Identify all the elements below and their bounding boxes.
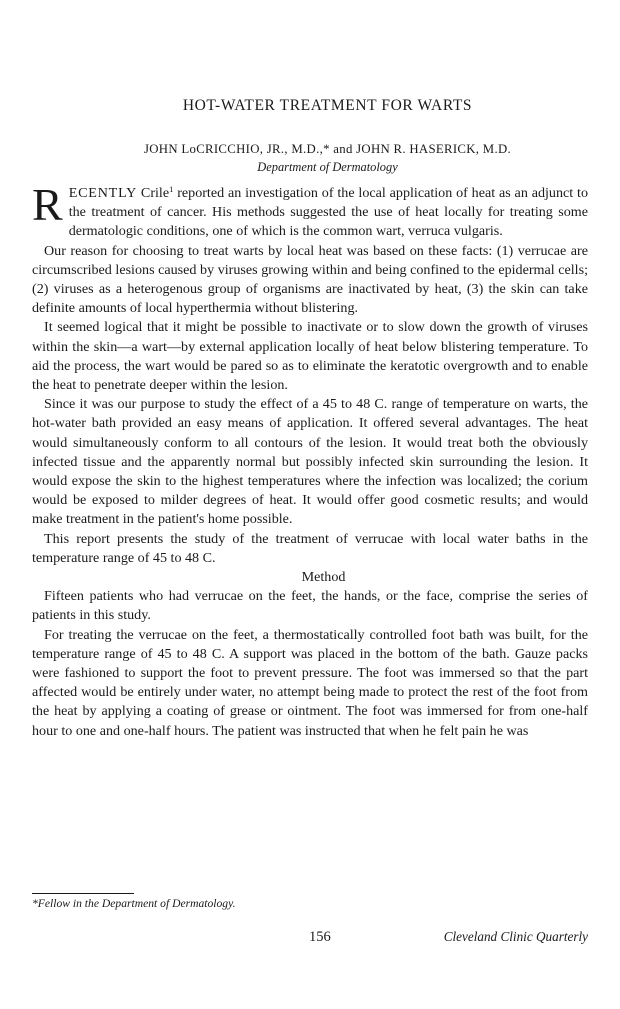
footnote: *Fellow in the Department of Dermatology. xyxy=(32,897,236,910)
reference-marker: 1 xyxy=(169,184,174,194)
paragraph-intro xyxy=(32,179,588,242)
article-title: HOT-WATER TREATMENT FOR WARTS xyxy=(182,97,473,114)
article-authors: JOHN LoCRICCHIO, JR., M.D.,* and JOHN R. HASERICK, M.D. xyxy=(143,142,511,156)
journal-name: Cleveland Clinic Quarterly xyxy=(443,929,588,944)
paragraph-patients: Fifteen patients who had verrucae on the feet, the hands, or the face, comprise the series of patients in this study. xyxy=(32,588,588,624)
paragraph-advantages: Since it was our purpose to study the effect of a 45 to 48 C. range of temperature on warts, the hot-water bath provided an easy means of application. It offered several advantages. The heat would simultaneously conform to all contours of the lesion. It would treat both the obviously infected tissue and the apparently normal but possibly infected skin surrounding the lesion. It would expose the skin to the highest temperatures where the infection was localized; the corium would be exposed to milder degrees of heat. It would offer good cosmetic results; and would make treatment in the patient's home possible. xyxy=(32,396,588,528)
paragraph-reasons: Our reason for choosing to treat warts by local heat was based on these facts: (1) verrucae are circumscribed lesions caused by viruses growing within and being confined to the epidermal cells; (2) viruses as a heterogenous group of organisms are inactivated by heat, (3) the skin can take definite amounts of local hyperthermia without blistering. xyxy=(32,242,588,317)
lead-word: ECENTLY xyxy=(68,185,138,201)
paragraph-report: This report presents the study of the treatment of verrucae with local water baths in the temperature range of 45 to 48 C. xyxy=(32,530,588,566)
paragraph-text: reported an investigation of the local application of heat as an adjunct to the treatment of cancer. His methods suggested the use of heat locally for treating some dermatologic conditions, one of which is the common wart, verruca vulgaris. xyxy=(68,185,588,240)
section-heading-method: Method xyxy=(301,569,346,586)
article-body xyxy=(32,179,588,741)
paragraph-procedure: For treating the verrucae on the feet, a thermostatically controlled foot bath was built, for the temperature range of 45 to 48 C. A support was placed in the bottom of the bath. Gauze packs were fashioned to support the foot to prevent pressure. The foot was immersed so that the part affected would be entirely under water, no attempt being made to protect the rest of the foot from the heat by applying a coating of grease or ointment. The foot was immersed for from one-half hour to one and one-half hours. The patient was instructed that when he felt pain he was xyxy=(32,626,588,739)
drop-cap: R xyxy=(32,179,63,230)
lead-text: Crile xyxy=(137,185,170,201)
paragraph-hypothesis: It seemed logical that it might be possible to inactivate or to slow down the growth of viruses within the skin—a wart—by external application locally of heat below blistering temperature. To aid the process, the wart would be pared so as to eliminate the keratotic overgrowth and to enable the heat to penetrate deeper within the lesion. xyxy=(32,319,588,394)
article-department: Department of Dermatology xyxy=(257,160,398,174)
page-number: 156 xyxy=(309,929,331,945)
footnote-rule xyxy=(32,893,134,894)
